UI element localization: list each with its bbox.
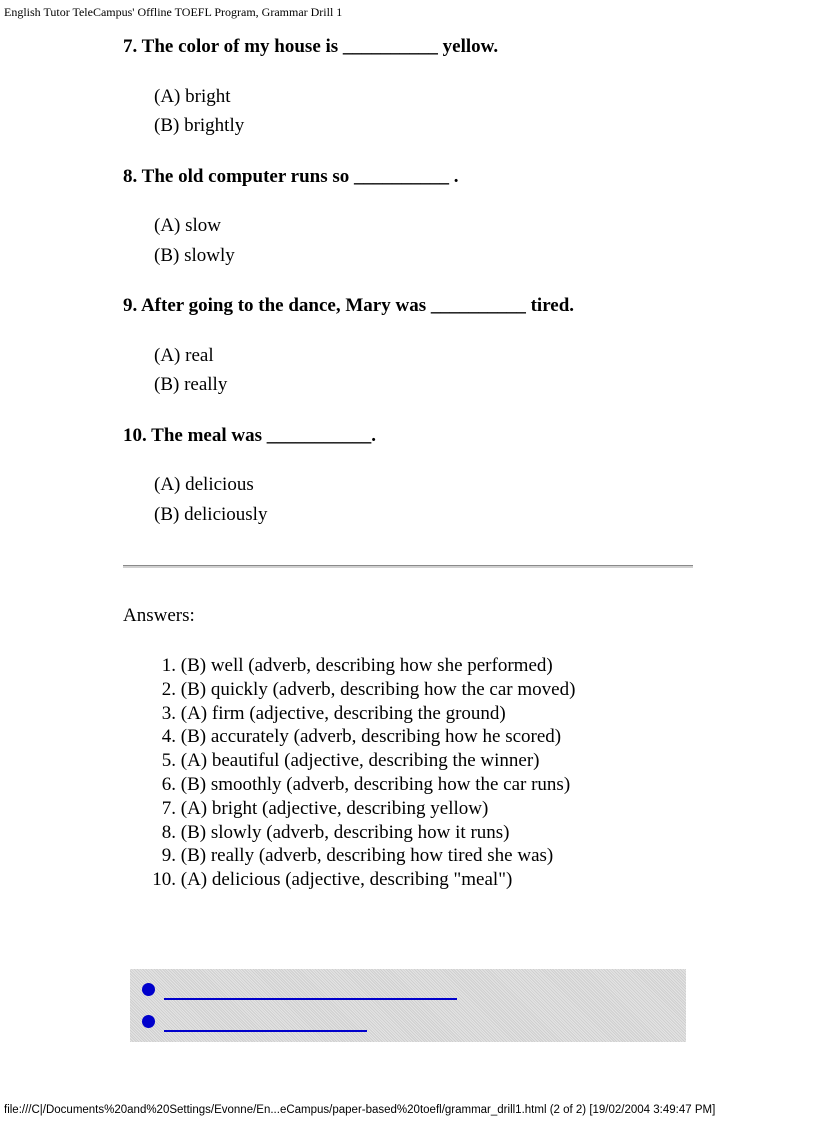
answer-number: 5. [161,750,176,772]
answer-item [139,654,575,678]
answer-number: 7. [161,797,176,819]
answers-list [139,654,575,892]
answer-number: 9. [161,845,176,867]
answer-text: (B) well (adverb, describing how she performed) [180,655,553,676]
question-7-option-b: (B) brightly [154,115,245,136]
answer-number: 3. [161,702,176,724]
question-7-option-a: (A) bright [154,86,231,107]
answer-item [139,821,575,845]
nav-link-2[interactable] [164,1011,367,1032]
question-8-option-b: (B) slowly [154,245,235,266]
answer-text: (A) bright (adjective, describing yellow) [180,797,489,819]
question-9-option-a: (A) real [154,345,214,366]
question-10-prompt: 10. The meal was ___________. [123,425,376,446]
question-8-option-a: (A) slow [154,215,222,236]
answer-item [139,702,575,726]
answer-text: (B) quickly (adverb, describing how the car moved) [180,678,576,700]
answer-number: 8. [161,821,176,843]
answers-heading: Answers: [123,605,195,626]
answer-text: (B) accurately (adverb, describing how he scored) [180,726,562,748]
answer-item [139,749,575,773]
question-9-prompt: 9. After going to the dance, Mary was __________ tired. [123,295,575,316]
answer-text: (A) delicious (adjective, describing "meal") [180,869,513,891]
answer-item [139,868,575,892]
horizontal-divider [123,565,693,568]
answer-item [139,725,575,749]
question-10-option-b: (B) deliciously [154,504,268,525]
question-10-option-a: (A) delicious [154,474,254,495]
page-header-title: English Tutor TeleCampus' Offline TOEFL Program, Grammar Drill 1 [4,5,343,19]
answer-item [139,797,575,821]
answer-item [139,678,575,702]
answer-item [139,844,575,868]
answer-text: (B) really (adverb, describing how tired she was) [180,845,554,867]
answer-number: 1. [161,655,176,676]
answer-number: 4. [161,726,176,748]
navigation-box [130,969,686,1042]
answer-text: (A) firm (adjective, describing the ground) [180,702,506,724]
answer-text: (B) slowly (adverb, describing how it runs) [180,821,510,843]
question-8-prompt: 8. The old computer runs so __________ . [123,166,459,187]
answer-number: 6. [161,773,176,795]
nav-link-1[interactable] [164,979,457,1000]
bullet-dot-icon [142,983,155,996]
answer-number: 10. [152,869,176,891]
question-7-prompt: 7. The color of my house is __________ yellow. [123,36,499,57]
answer-text: (B) smoothly (adverb, describing how the car runs) [180,773,571,795]
answer-number: 2. [161,678,176,700]
bullet-dot-icon [142,1015,155,1028]
question-9-option-b: (B) really [154,374,228,395]
page-footer-url: file:///C|/Documents%20and%20Settings/Evonne/En...eCampus/paper-based%20toefl/grammar_drill1.html (2 of 2) [19/02/2004 3:49:47 PM] [4,1104,716,1116]
answer-text: (A) beautiful (adjective, describing the winner) [180,750,540,772]
answer-item [139,773,575,797]
